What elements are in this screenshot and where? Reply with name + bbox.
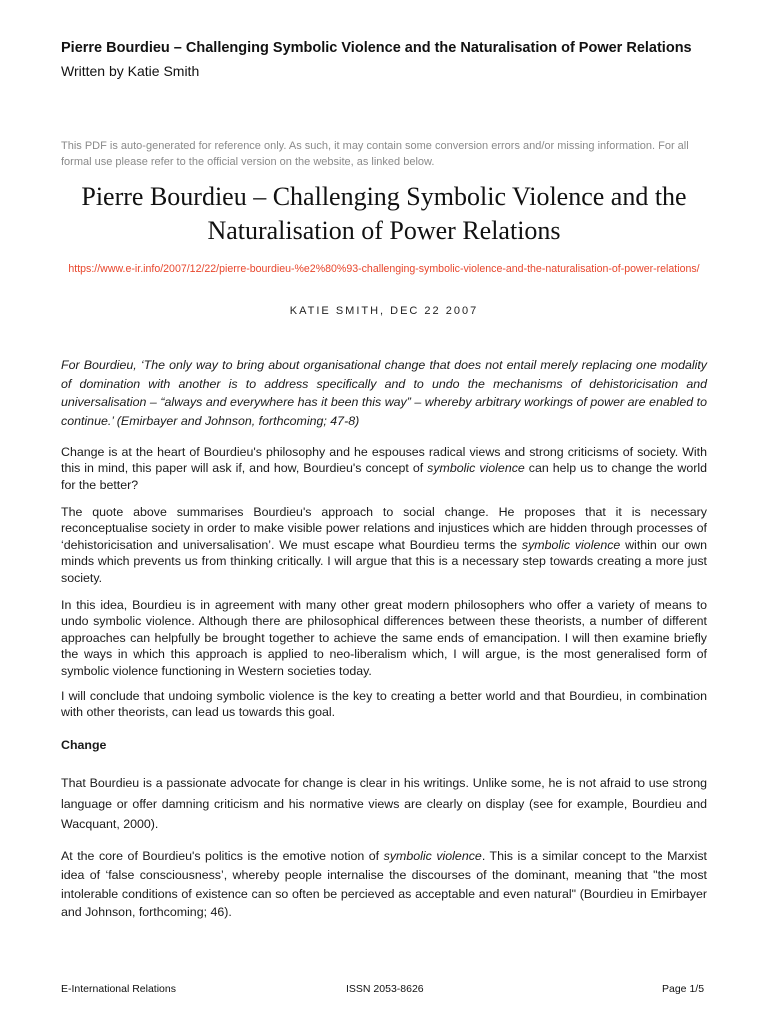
opening-quote: For Bourdieu, ‘The only way to bring about organisational change that does not entail merely replacing one modality of domination with another is to address specifically and to undo the mechanisms of dehistoricisation and universalisation – “always and everywhere has it been this way” – whereby arbitrary workings of power are enabled to continue.’ (Emirbayer and Johnson, forthcoming; 47-8) bbox=[61, 358, 707, 428]
pdf-notice: This PDF is auto-generated for reference only. As such, it may contain some conversion errors and/or missing information. For all formal use please refer to the official version on the website, as linked below. bbox=[61, 140, 689, 168]
paragraph-2-text-a: The quote above summarises Bourdieu's approach to social change. He proposes that it is necessary reconceptualise society in order to make visible power relations and injustices which are hidden through processes of ‘dehistoricisation and universalisation’. We must escape what Bourdieu terms the bbox=[61, 505, 707, 552]
paragraph-1-text-b: can help us to change the world for the better? bbox=[61, 461, 707, 492]
paragraph-6-text-b: . This is a similar concept to the Marxist idea of ‘false consciousness’, whereby people internalise the discourses of the dominant, meaning that "the most intolerable conditions of existence can so often be percieved as acceptable and even natural" (Bourdieu in Emirbayer and Johnson, forthcoming; 46). bbox=[61, 849, 708, 920]
paragraph-1-emphasis: symbolic violence bbox=[427, 461, 525, 476]
footer-publisher: E-International Relations bbox=[61, 983, 176, 995]
article-title: Pierre Bourdieu – Challenging Symbolic Violence and the Naturalisation of Power Relations bbox=[81, 182, 687, 245]
running-header-title: Pierre Bourdieu – Challenging Symbolic Violence and the Naturalisation of Power Relations bbox=[61, 40, 692, 56]
paragraph-6-emphasis: symbolic violence bbox=[383, 849, 482, 863]
footer-issn: ISSN 2053-8626 bbox=[346, 983, 424, 995]
paragraph-6 bbox=[61, 847, 707, 922]
paragraph-3: In this idea, Bourdieu is in agreement with many other great modern philosophers who offer a variety of means to undo symbolic violence. Although there are philosophical differences between these theorists, a number of different approaches can helpfully be brought together to achieve the same ends of emancipation. I will then examine briefly the ways in which this approach is applied to neo-liberalism which, I will argue, is the most generalised form of symbolic violence functioning in Western societies today. bbox=[61, 598, 707, 678]
section-heading: Change bbox=[61, 738, 107, 752]
article-url-link[interactable]: https://www.e-ir.info/2007/12/22/pierre-bourdieu-%e2%80%93-challenging-symbolic-violence-and-the-naturalisation-of-power-relations/ bbox=[68, 263, 700, 275]
paragraph-4: I will conclude that undoing symbolic violence is the key to creating a better world and that Bourdieu, in combination with other theorists, can lead us towards this goal. bbox=[61, 689, 707, 720]
paragraph-2-emphasis: symbolic violence bbox=[521, 537, 621, 552]
paragraph-2 bbox=[61, 504, 707, 586]
paragraph-1 bbox=[61, 444, 707, 493]
article-byline: KATIE SMITH, DEC 22 2007 bbox=[289, 305, 479, 317]
footer-page-number: Page 1/5 bbox=[662, 983, 705, 995]
paragraph-2-text-b: within our own minds which prevents us from thinking critically. I will argue that this is a necessary step towards creating a more just society. bbox=[61, 537, 708, 585]
paragraph-6-text-a: At the core of Bourdieu's politics is the emotive notion of bbox=[61, 849, 384, 863]
running-header-author: Written by Katie Smith bbox=[61, 63, 200, 79]
paragraph-1-text-a: Change is at the heart of Bourdieu's philosophy and he espouses radical views and strong criticisms of society. With this in mind, this paper will ask if, and how, Bourdieu's concept of bbox=[61, 445, 707, 476]
paragraph-5: That Bourdieu is a passionate advocate for change is clear in his writings. Unlike some, he is not afraid to use strong language or offer damning criticism and his normative views are clearly on display (see for example, Bourdieu and Wacquant, 2000). bbox=[61, 776, 707, 831]
